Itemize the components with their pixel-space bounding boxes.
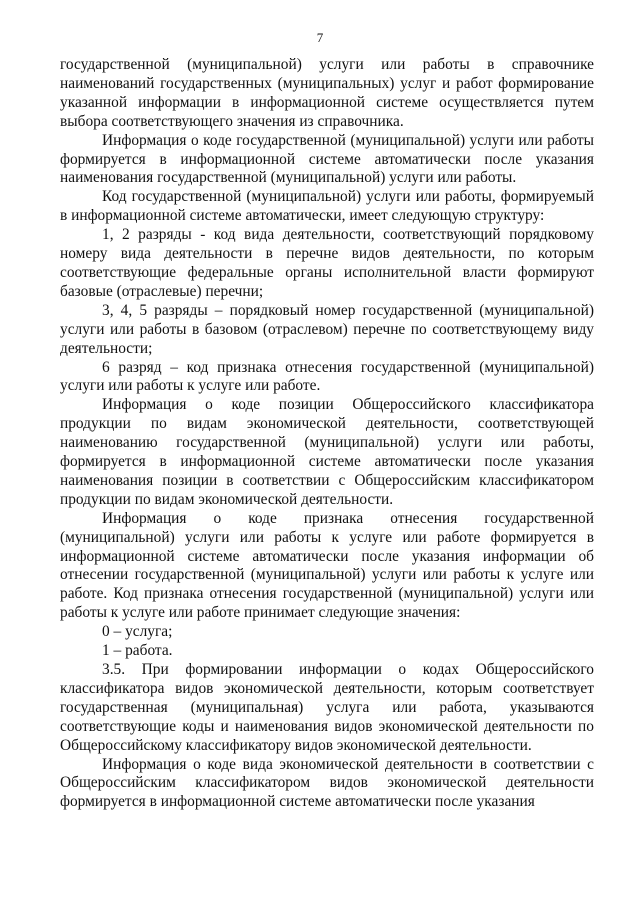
paragraph-digit-6: 6 разряд – код признака отнесения государственной (муниципальной) услуги или работы к услуге или работе. xyxy=(60,358,594,395)
paragraph-value-work: 1 – работа. xyxy=(102,642,173,660)
paragraph-okpd-code: Информация о коде позиции Общероссийского классификатора продукции по видам экономической деятельности, соответствующей наименованию государственной (муниципальной) услуги или работы, формируется в информационной системе автоматически после указания наименования позиции в соответствии с Общероссийским классификатором продукции по видам экономической деятельности. xyxy=(60,396,594,508)
paragraph-section-3-5: 3.5. При формировании информации о кодах Общероссийского классификатора видов экономической деятельности, которым соответствует государственная (муниципальная) услуга или работа, указываются соответствующие коды и наименования видов экономической деятельности по Общероссийскому классификатору видов экономической деятельности. xyxy=(60,661,594,754)
paragraph-service-code-info: Информация о коде государственной (муниципальной) услуги или работы формируется в информационной системе автоматически после указания наименования государственной (муниципальной) услуги или работы. xyxy=(60,131,594,187)
paragraph-digits-3-5: 3, 4, 5 разряды – порядковый номер государственной (муниципальной) услуги или работы в базовом (отраслевом) перечне по соответствующему виду деятельности; xyxy=(60,301,594,357)
paragraph-okved-code: Информация о коде вида экономической деятельности в соответствии с Общероссийским классификатором видов экономической деятельности формируется в информационной системе автоматически после указания xyxy=(60,755,594,811)
paragraph-code-structure: Код государственной (муниципальной) услуги или работы, формируемый в информационной системе автоматически, имеет следующую структуру: xyxy=(60,188,594,225)
page-number: 7 xyxy=(316,30,324,45)
paragraph-attribute-code: Информация о коде признака отнесения государственной (муниципальной) услуги или работы к услуге или работе формируется в информационной системе автоматически после указания информации об отнесении государственной (муниципальной) услуги или работы к услуге или работе. Код признака отнесения государственной (муниципальной) услуги или работы к услуге или работе принимает следующие значения: xyxy=(60,509,594,622)
document-body xyxy=(60,56,594,812)
paragraph-continuation: государственной (муниципальной) услуги или работы в справочнике наименований государственных (муниципальных) услуг и работ формирование указанной информации в информационной системе осуществляется путем выбора соответствующего значения из справочника. xyxy=(60,56,594,130)
paragraph-digits-1-2: 1, 2 разряды - код вида деятельности, соответствующий порядковому номеру вида деятельности в перечне видов деятельности, по которым соответствующие федеральные органы исполнительной власти формируют базовые (отраслевые) перечни; xyxy=(60,226,594,300)
paragraph-value-service: 0 – услуга; xyxy=(102,623,173,641)
